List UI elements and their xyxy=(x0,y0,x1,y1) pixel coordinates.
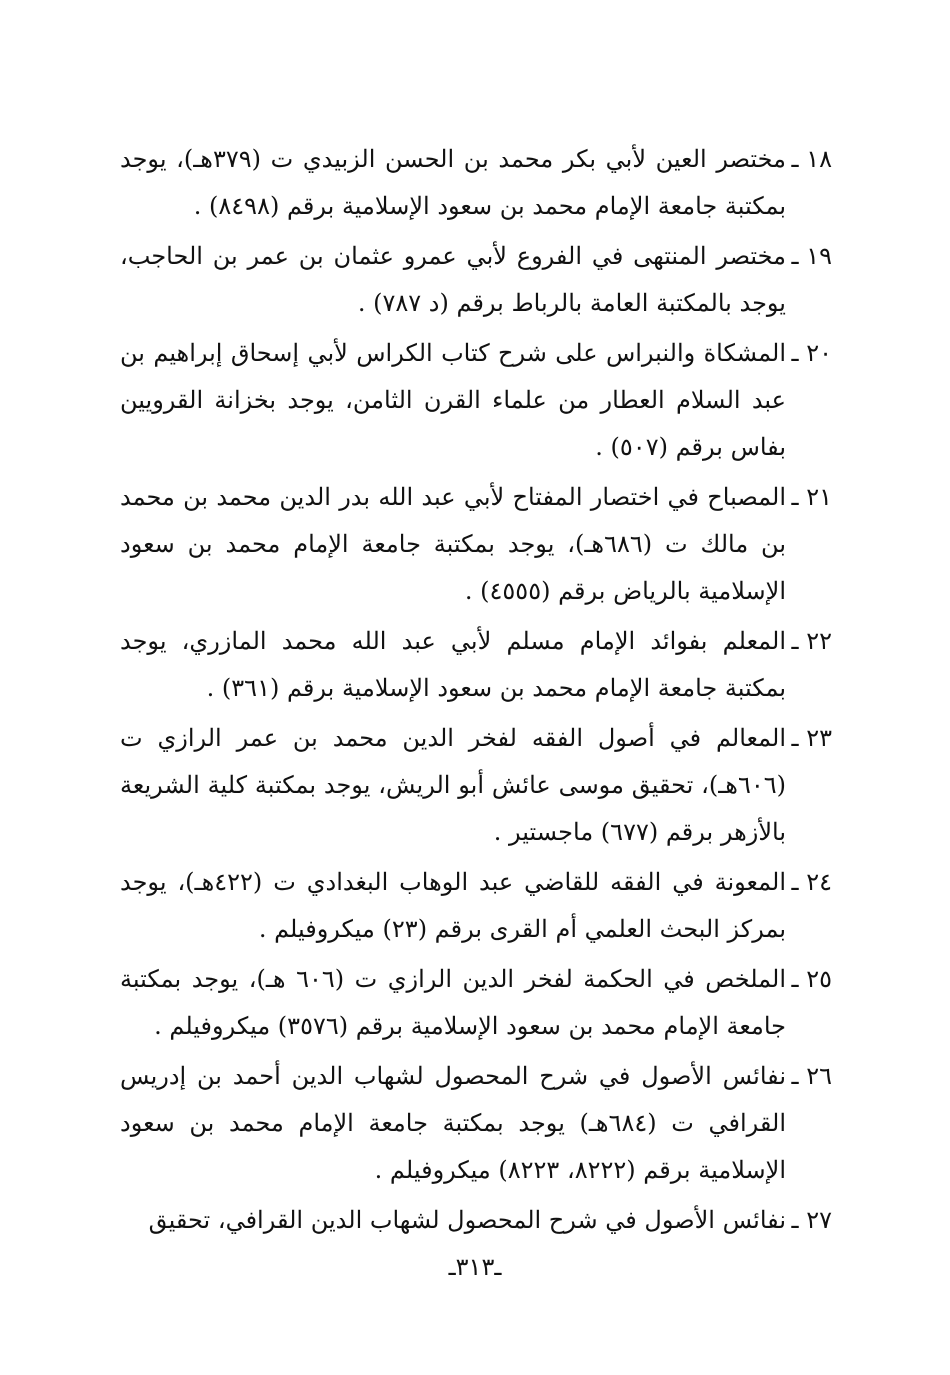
bibliography-entry xyxy=(120,233,832,327)
bibliography-entry xyxy=(120,136,832,230)
entry-text: مختصر العين لأبي بكر محمد بن الحسن الزبيدي ت (٣٧٩هـ)، يوجد بمكتبة جامعة الإمام محمد بن سعود الإسلامية برقم (٨٤٩٨) . xyxy=(120,145,787,220)
entry-number: ٢٧ ـ xyxy=(791,1206,832,1234)
entry-text: مختصر المنتهى في الفروع لأبي عمرو عثمان بن عمر بن الحاجب، يوجد بالمكتبة العامة بالرباط برقم (د ٧٨٧) . xyxy=(120,242,786,317)
bibliography-entry xyxy=(120,1053,832,1194)
entry-text: نفائس الأصول في شرح المحصول لشهاب الدين أحمد بن إدريس القرافي ت (٦٨٤هـ) يوجد بمكتبة جامعة الإمام محمد بن سعود الإسلامية برقم (٨٢٢٢، ٨٢٢٣) ميكروفيلم . xyxy=(120,1062,786,1184)
bibliography-entry xyxy=(120,618,832,712)
bibliography-list xyxy=(120,136,832,1247)
entry-text: نفائس الأصول في شرح المحصول لشهاب الدين القرافي، تحقيق xyxy=(148,1206,786,1234)
bibliography-entry xyxy=(120,330,832,471)
entry-number: ٢٥ ـ xyxy=(791,965,832,993)
entry-number: ١٩ ـ xyxy=(791,242,832,270)
bibliography-entry xyxy=(120,715,832,856)
entry-number: ٢٤ ـ xyxy=(791,868,832,896)
entry-number: ٢١ ـ xyxy=(791,483,832,511)
bibliography-entry xyxy=(120,1197,832,1244)
entry-text: المعالم في أصول الفقه لفخر الدين محمد بن عمر الرازي ت (٦٠٦هـ)، تحقيق موسى عائش أبو الريش، يوجد بمكتبة كلية الشريعة بالأزهر برقم (٦٧٧) ماجستير . xyxy=(120,724,786,846)
page-number: ـ٣١٣ـ xyxy=(448,1253,502,1281)
entry-text: الملخص في الحكمة لفخر الدين الرازي ت (٦٠٦ هـ)، يوجد بمكتبة جامعة الإمام محمد بن سعود الإسلامية برقم (٣٥٧٦) ميكروفيلم . xyxy=(120,965,787,1040)
entry-number: ١٨ ـ xyxy=(791,145,832,173)
entry-number: ٢٣ ـ xyxy=(791,724,832,752)
bibliography-entry xyxy=(120,474,832,615)
entry-text: المشكاة والنبراس على شرح كتاب الكراس لأبي إسحاق إبراهيم بن عبد السلام العطار من علماء القرن الثامن، يوجد بخزانة القرويين بفاس برقم (٥٠٧) . xyxy=(120,339,786,461)
bibliography-entry xyxy=(120,956,832,1050)
entry-number: ٢٢ ـ xyxy=(791,627,832,655)
entry-number: ٢٦ ـ xyxy=(791,1062,832,1090)
entry-number: ٢٠ ـ xyxy=(791,339,832,367)
bibliography-entry xyxy=(120,859,832,953)
entry-text: المعونة في الفقه للقاضي عبد الوهاب البغدادي ت (٤٢٢هـ)، يوجد بمركز البحث العلمي أم القرى برقم (٢٣) ميكروفيلم . xyxy=(120,868,786,943)
entry-text: المعلم بفوائد الإمام مسلم لأبي عبد الله محمد المازري، يوجد بمكتبة جامعة الإمام محمد بن سعود الإسلامية برقم (٣٦١) . xyxy=(120,627,786,702)
entry-text: المصباح في اختصار المفتاح لأبي عبد الله بدر الدين محمد بن محمد بن مالك ت (٦٨٦هـ)، يوجد بمكتبة جامعة الإمام محمد بن سعود الإسلامية بالرياض برقم (٤٥٥٥) . xyxy=(120,483,787,605)
